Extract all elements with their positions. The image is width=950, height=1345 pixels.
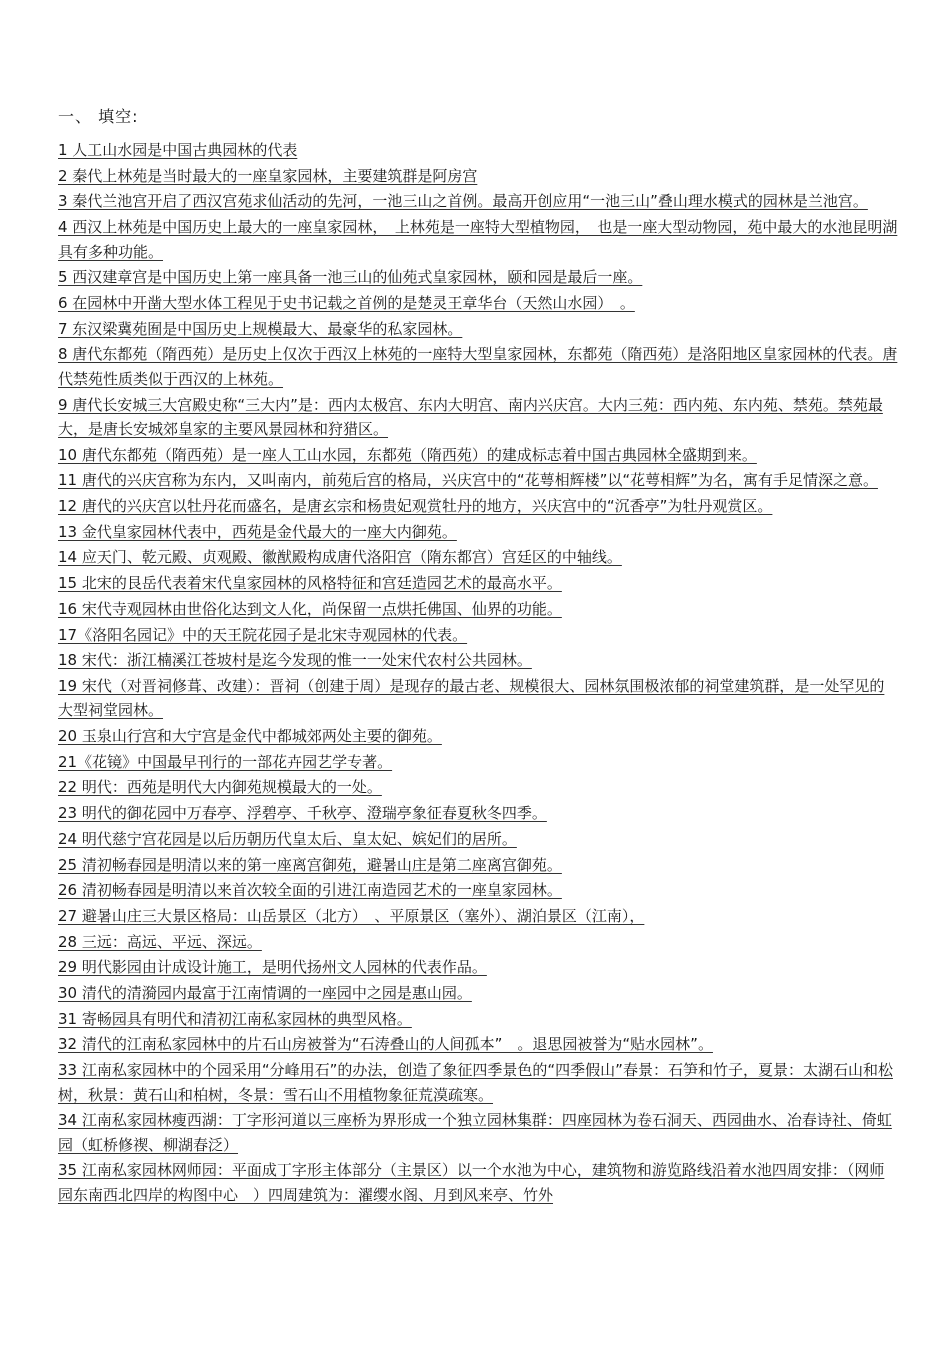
list-item: 9 唐代长安城三大宫殿史称“三大内”是：西内太极宫、东内大明宫、南内兴庆宫。大内三苑：西内苑、东内苑、禁苑。禁苑最大，是唐长安城郊皇家的主要风景园林和狩猎区。 (58, 395, 883, 438)
list-item: 20 玉泉山行宫和大宁宫是金代中都城郊两处主要的御苑。 (58, 727, 442, 746)
list-item: 34 江南私家园林瘦西湖：丁字形河道以三座桥为界形成一个独立园林集群：四座园林为卷石洞天、西园曲水、冶春诗社、倚虹园（虹桥修禊、柳湖春泛） (58, 1111, 892, 1154)
list-item: 21《花镜》中国最早刊行的一部花卉园艺学专著。 (58, 752, 393, 771)
list-item: 4 西汉上林苑是中国历史上最大的一座皇家园林， 上林苑是一座特大型植物园， 也是一座大型动物园，苑中最大的水池昆明湖具有多种功能。 (58, 218, 898, 261)
list-item: 10 唐代东都苑（隋西苑）是一座人工山水园，东都苑（隋西苑）的建成标志着中国古典园林全盛期到来。 (58, 445, 757, 464)
list-item: 35 江南私家园林网师园：平面成丁字形主体部分（主景区）以一个水池为中心，建筑物和游览路线沿着水池四周安排：（网师园东南西北四岸的构图中心 ）四周建筑为：濯缨水阁、月到风来亭、竹外 (58, 1161, 885, 1204)
list-item: 28 三远：高远、平远、深远。 (58, 932, 262, 951)
list-item: 2 秦代上林苑是当时最大的一座皇家园林，主要建筑群是阿房宫 (58, 166, 478, 185)
list-item: 32 清代的江南私家园林中的片石山房被誉为“石涛叠山的人间孤本” 。退思园被誉为“贴水园林”。 (58, 1035, 713, 1054)
list-item: 11 唐代的兴庆宫称为东内，又叫南内，前苑后宫的格局，兴庆宫中的“花萼相辉楼”以“花萼相辉”为名，寓有手足情深之意。 (58, 471, 878, 490)
list-item: 31 寄畅园具有明代和清初江南私家园林的典型风格。 (58, 1009, 412, 1028)
list-item: 12 唐代的兴庆宫以牡丹花而盛名，是唐玄宗和杨贵妃观赏牡丹的地方，兴庆宫中的“沉香亭”为牡丹观赏区。 (58, 497, 773, 516)
list-item: 19 宋代（对晋祠修葺、改建）：晋祠（创建于周）是现存的最古老、规模很大、园林氛围极浓郁的祠堂建筑群，是一处罕见的大型祠堂园林。 (58, 676, 885, 720)
list-item: 22 明代：西苑是明代大内御苑规模最大的一处。 (58, 778, 382, 797)
list-item: 6 在园林中开凿大型水体工程见于史书记载之首例的是楚灵王章华台（天然山水园） 。 (58, 293, 635, 312)
list-item: 5 西汉建章宫是中国历史上第一座具备一池三山的仙苑式皇家园林，颐和园是最后一座。 (58, 268, 643, 287)
list-item: 15 北宋的艮岳代表着宋代皇家园林的风格特征和宫廷造园艺术的最高水平。 (58, 574, 562, 593)
list-item: 14 应天门、乾元殿、贞观殿、徽猷殿构成唐代洛阳宫（隋东都宫）宫廷区的中轴线。 (58, 548, 622, 567)
fill-in-list (58, 138, 898, 1209)
list-item: 29 明代影园由计成设计施工，是明代扬州文人园林的代表作品。 (58, 958, 487, 977)
list-item: 13 金代皇家园林代表中，西苑是金代最大的一座大内御苑。 (58, 522, 457, 541)
list-item: 1 人工山水园是中国古典园林的代表 (58, 141, 298, 159)
list-item: 16 宋代寺观园林由世俗化达到文人化，尚保留一点烘托佛国、仙界的功能。 (58, 599, 562, 618)
list-item: 33 江南私家园林中的个园采用“分峰用石”的办法，创造了象征四季景色的“四季假山”春景：石笋和竹子，夏景：太湖石山和松树，秋景：黄石山和柏树，冬景：雪石山不用植物象征荒漠疏寒。 (58, 1061, 893, 1104)
list-item: 25 清初畅春园是明清以来的第一座离宫御苑，避暑山庄是第二座离宫御苑。 (58, 855, 562, 874)
list-item: 30 清代的清漪园内最富于江南情调的一座园中之园是惠山园。 (58, 983, 472, 1002)
list-item: 27 避暑山庄三大景区格局：山岳景区（北方） 、平原景区（塞外）、湖泊景区（江南）， (58, 906, 645, 925)
list-item: 23 明代的御花园中万春亭、浮碧亭、千秋亭、澄瑞亭象征春夏秋冬四季。 (58, 804, 547, 823)
list-item: 7 东汉梁冀苑囿是中国历史上规模最大、最豪华的私家园林。 (58, 319, 463, 338)
list-item: 26 清初畅春园是明清以来首次较全面的引进江南造园艺术的一座皇家园林。 (58, 881, 562, 900)
list-item: 18 宋代：浙江楠溪江苍坡村是迄今发现的惟一一处宋代农村公共园林。 (58, 651, 532, 670)
section-heading: 一、 填空: (58, 107, 139, 126)
list-item: 8 唐代东都苑（隋西苑）是历史上仅次于西汉上林苑的一座特大型皇家园林，东都苑（隋西苑）是洛阳地区皇家园林的代表。唐代禁苑性质类似于西汉的上林苑。 (58, 345, 898, 388)
list-item: 24 明代慈宁宫花园是以后历朝历代皇太后、皇太妃、嫔妃们的居所。 (58, 829, 517, 848)
list-item: 17《洛阳名园记》中的天王院花园子是北宋寺观园林的代表。 (58, 625, 468, 644)
list-item: 3 秦代兰池宫开启了西汉宫苑求仙活动的先河，一池三山之首例。最高开创应用“一池三山”叠山理水模式的园林是兰池宫。 (58, 192, 868, 211)
